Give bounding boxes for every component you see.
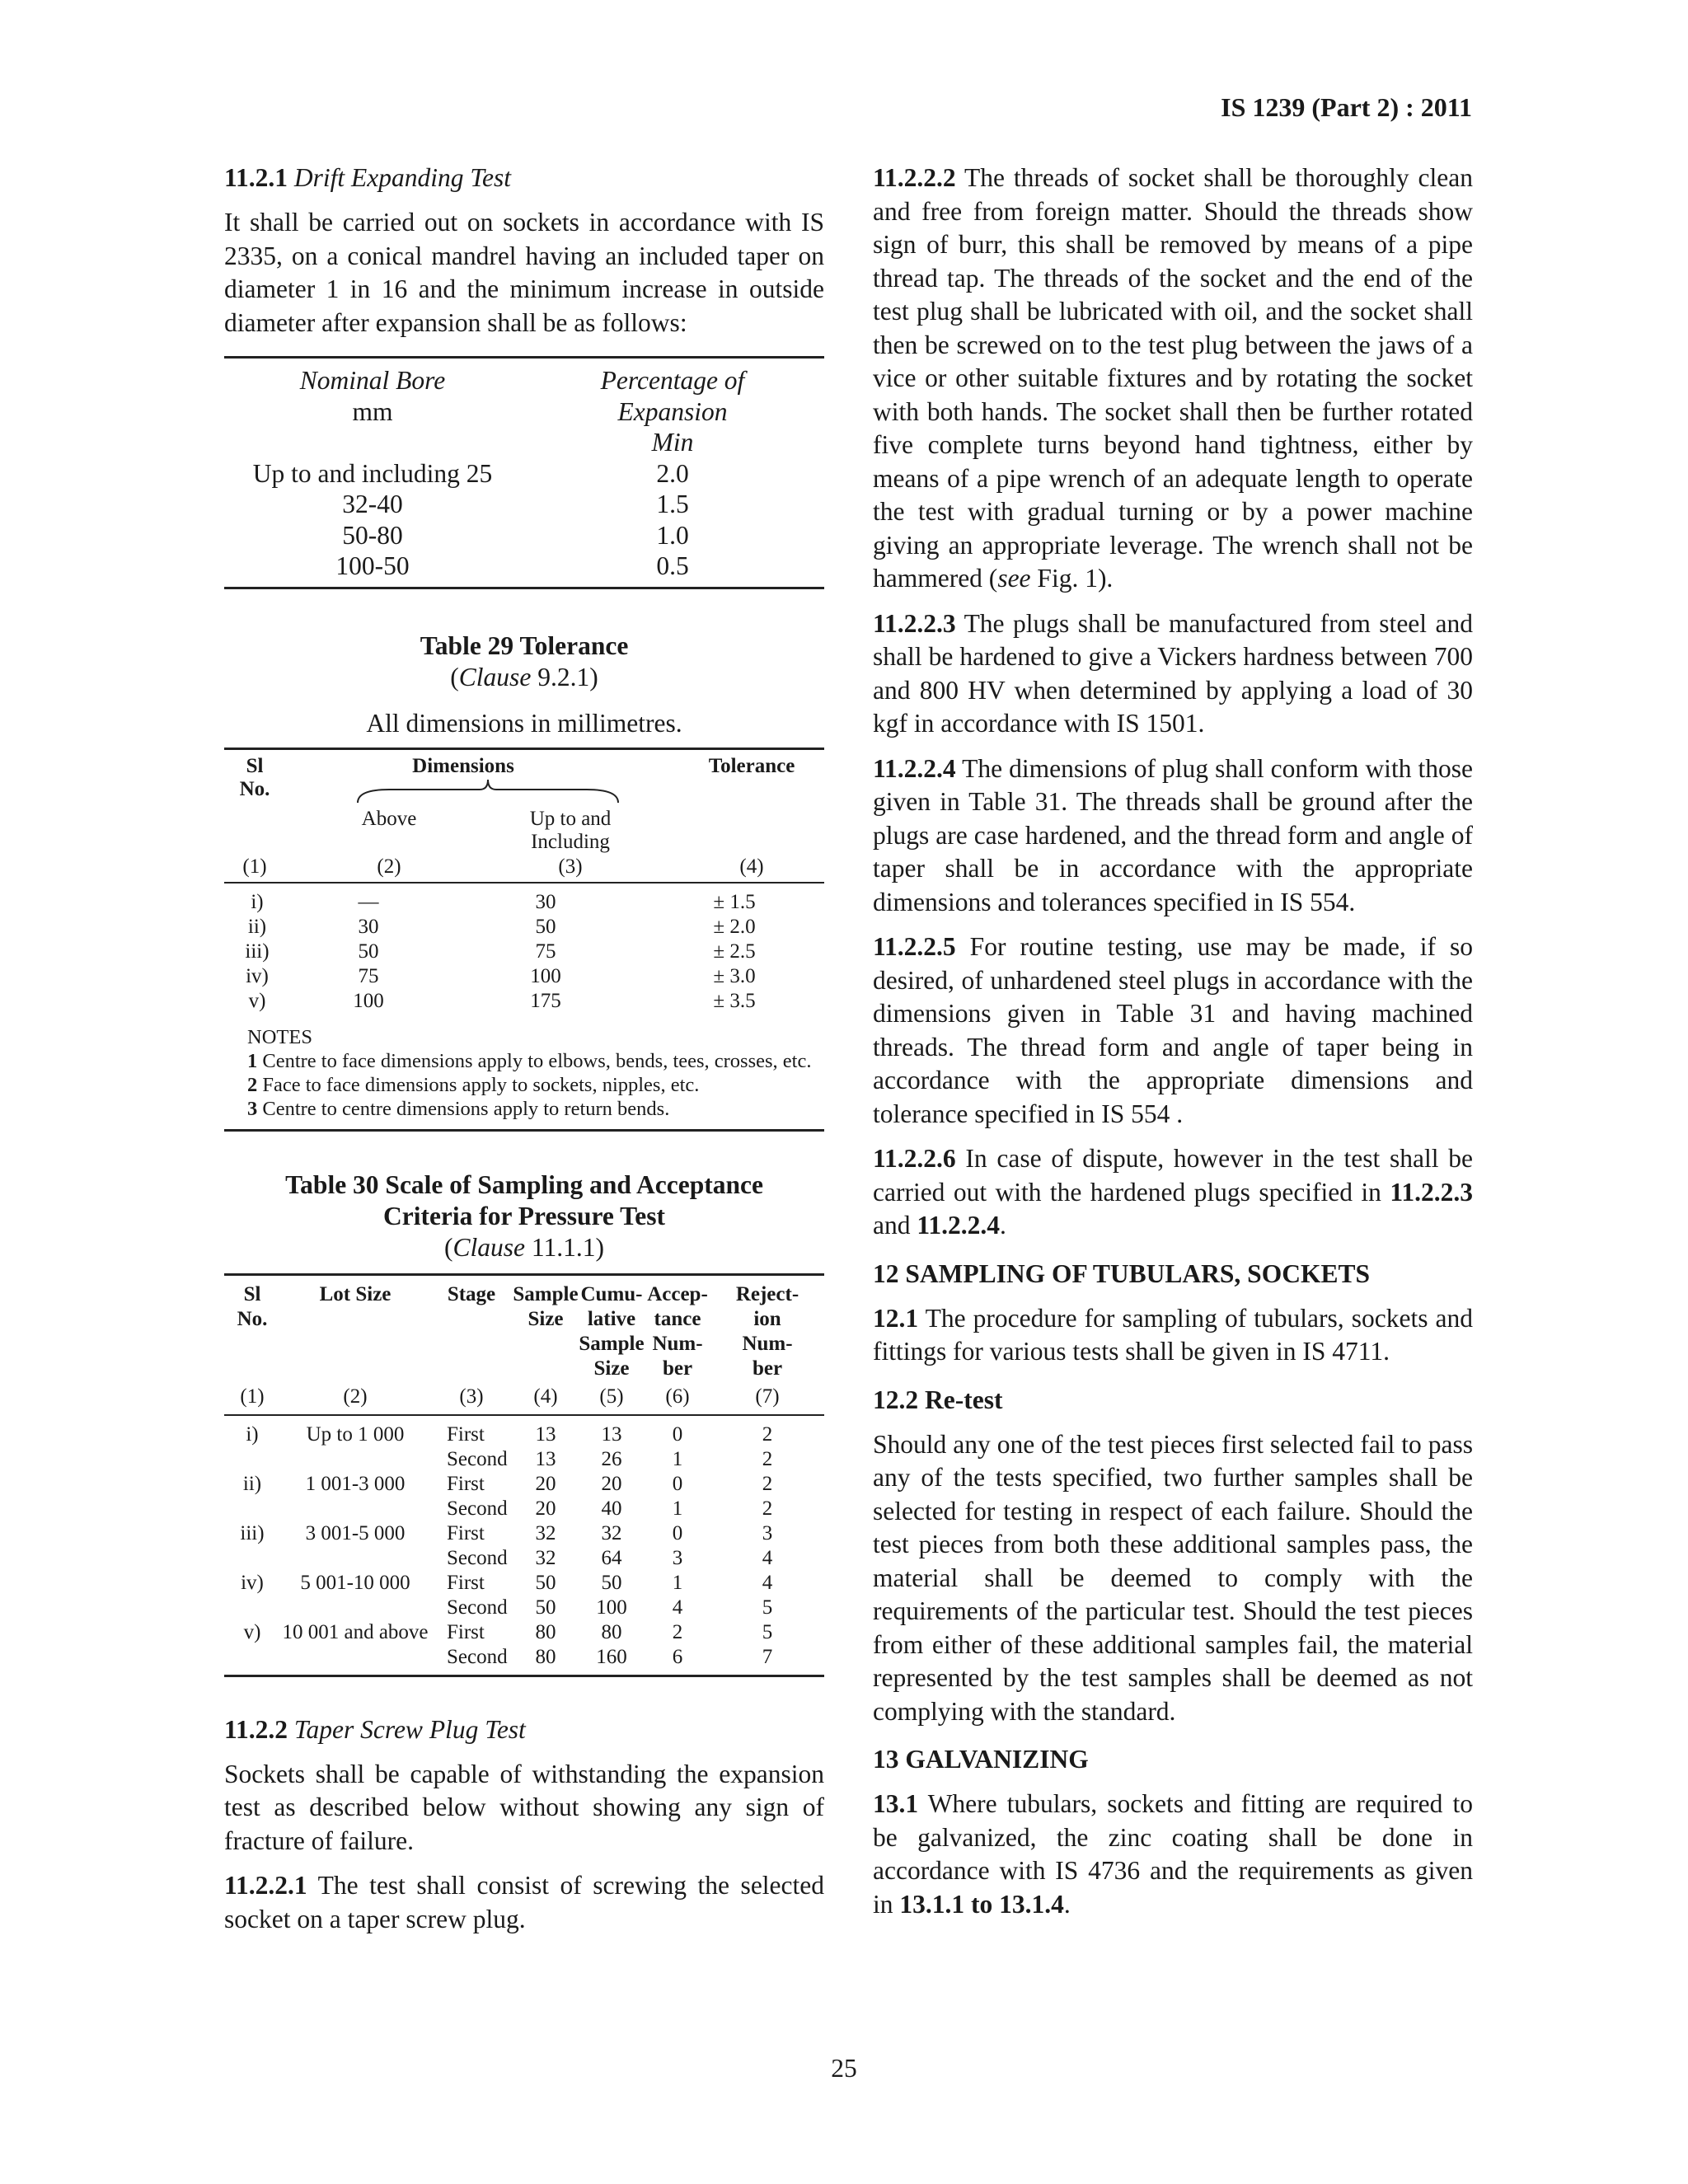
note-2: 2 Face to face dimensions apply to sockets, nipples, etc.	[247, 1073, 700, 1096]
table-row: Second 20 40 1 2	[447, 1497, 773, 1520]
table-row: ii) 30 50 ± 2.0	[247, 915, 756, 938]
clause-11-2-2-heading: 11.2.2 Taper Screw Plug Test	[224, 1714, 526, 1744]
table-row	[224, 458, 824, 490]
clause-title: Drift Expanding Test	[293, 163, 511, 192]
header-min: Min	[651, 428, 694, 457]
table-row: v) 10 001 and above First 80 80 2 5	[243, 1620, 773, 1643]
cell-pct: 1.0	[656, 520, 689, 550]
page-number: 25	[831, 2054, 857, 2083]
right-column	[873, 162, 1473, 1933]
table-row: i) Up to 1 000 First 13 13 0 2	[246, 1422, 773, 1446]
table-30-clause: (Clause 11.1.1)	[444, 1232, 604, 1262]
table-29-notes	[224, 1017, 824, 1132]
table-30-title-line2: Criteria for Pressure Test	[382, 1201, 666, 1230]
table-row: Second 50 100 4 5	[447, 1596, 773, 1619]
cell-bore: Up to and including 25	[252, 458, 493, 488]
table-row	[224, 520, 824, 551]
table-row: Second 13 26 1 2	[447, 1447, 773, 1470]
col-num-2: (2)	[377, 855, 401, 878]
brace-icon	[356, 778, 620, 806]
header-above: Above	[361, 807, 417, 830]
col-num-1: (1)	[242, 855, 267, 878]
table-row: i) — 30 ± 1.5	[251, 890, 756, 913]
clause-11-2-2-4: 11.2.2.4 The dimensions of plug shall conform with those given in Table 31. The threads shall be ground after the plugs are case hardened, and the thread form and angle of taper shall be in accordance with the appropriate dimensions and tolerances specified in IS 554.	[873, 753, 1473, 916]
header-nominal-bore: Nominal Bore	[299, 366, 446, 395]
expansion-header-row	[224, 396, 824, 428]
expansion-table	[224, 356, 824, 589]
paragraph-retest: Should any one of the test pieces first selected fail to pass any of the tests specified, two further samples shall be selected for testing in respect of each failure. Should the test pieces from both these additional samples pass, the material shall be deemed to comply with the requirements of the particular test. Should the test pieces from either of these additional samples fail, the material represented by the test samples shall be deemed as not complying with the standard.	[873, 1429, 1473, 1726]
table-row: ii) 1 001-3 000 First 20 20 0 2	[242, 1472, 773, 1495]
section-13-heading: 13 GALVANIZING	[873, 1745, 1089, 1774]
table-30-header: Sl No. Lot Size Stage Sample Size Cumu- lative Sample Size Accep- tance Num- ber Reject- ion Num- ber (1) (2) (3) (4) (5) (6) (7)	[224, 1273, 824, 1416]
document-header: IS 1239 (Part 2) : 2011	[1221, 92, 1472, 122]
note-1: 1 Centre to face dimensions apply to elbows, bends, tees, crosses, etc.	[247, 1049, 812, 1072]
table-row: iii) 3 001-5 000 First 32 32 0 3	[240, 1521, 773, 1544]
table-29-title: Table 29 Tolerance	[420, 630, 629, 660]
cell-pct: 0.5	[656, 551, 689, 580]
paragraph-drift-expanding: It shall be carried out on sockets in accordance with IS 2335, on a conical mandrel having an included taper on diameter 1 in 16 and the minimum increase in outside diameter after expansion shall be as follows:	[224, 208, 824, 337]
clause-11-2-2-5: 11.2.2.5 For routine testing, use may be made, if so desired, of unhardened steel plugs in accordance with the dimensions given in Table 31 and having machined threads. The thread form and angle of taper being in accordance with the appropriate dimensions and tolerance specified in IS 554 .	[873, 932, 1473, 1128]
clause-11-2-1-heading	[224, 162, 824, 194]
clause-11-2-2-1: 11.2.2.1 The test shall consist of screwing the selected socket on a taper screw plug.	[224, 1871, 824, 1933]
table-30	[224, 1273, 824, 1677]
cell-bore: 50-80	[342, 520, 403, 550]
column-numbers: (1) (2) (3) (4) (5) (6) (7)	[240, 1385, 780, 1408]
notes-label: NOTES	[247, 1025, 312, 1048]
clause-11-2-2-3: 11.2.2.3 The plugs shall be manufactured from steel and shall be hardened to give a Vickers hardness between 700 and 800 HV when determined by applying a load of 30 kgf in accordance with IS 1501.	[873, 608, 1473, 738]
section-12-2-heading: 12.2 Re-test	[873, 1385, 1003, 1414]
table-row	[224, 551, 824, 582]
cell-pct: 2.0	[656, 458, 689, 488]
header-upto: Up to and	[529, 807, 612, 830]
header-including: Including	[531, 830, 610, 853]
paragraph-taper-screw: Sockets shall be capable of withstanding the expansion test as described below without showing any sign of fracture of failure.	[224, 1759, 824, 1855]
table-29-header	[224, 748, 824, 883]
cell-pct: 1.5	[656, 490, 689, 518]
table-row: iv) 75 100 ± 3.0	[246, 964, 756, 987]
clause-12-1: 12.1 The procedure for sampling of tubulars, sockets and fittings for various tests shall be given in IS 4711.	[873, 1303, 1473, 1366]
table-row	[224, 489, 824, 520]
table-29-clause: (Clause 9.2.1)	[450, 662, 598, 691]
table-30-title: Table 30 Scale of Sampling and Acceptance	[285, 1169, 763, 1199]
header-unit: mm	[352, 396, 393, 426]
col-num-3: (3)	[558, 855, 583, 878]
table-29-body	[224, 883, 824, 1017]
expansion-header-row	[224, 365, 824, 396]
section-12-heading: 12 SAMPLING OF TUBULARS, SOCKETS	[873, 1258, 1370, 1288]
clause-11-2-2-2: 11.2.2.2 The threads of socket shall be thoroughly clean and free from foreign matter. Should the threads show sign of burr, this shall be removed by means of a pipe thread tap. The threads of the socket and the end of the test plug shall be lubricated with oil, and the socket shall then be screwed on to the test plug between the jaws of a vice or other suitable fixtures and by rotating the socket with both hands. The socket shall then be further rotated five complete turns beyond hand tightness, either by means of a pipe wrench of an adequate length to operate the test with gradual turning or by a power machine giving an appropriate leverage. The wrench shall not be hammered (see Fig. 1).	[873, 163, 1473, 593]
clause-13-1: 13.1 Where tubulars, sockets and fitting are required to be galvanized, the zinc coating shall be done in accordance with IS 4736 and the requirements as given in 13.1.1 to 13.1.4.	[873, 1789, 1473, 1919]
table-row: iii) 50 75 ± 2.5	[245, 940, 756, 963]
col-num-4: (4)	[739, 855, 764, 878]
table-row: v) 100 175 ± 3.5	[248, 989, 756, 1012]
left-column	[224, 162, 824, 1947]
header-percentage: Percentage of	[600, 366, 745, 395]
table-row: Second 80 160 6 7	[447, 1645, 773, 1668]
header-no: No.	[239, 777, 270, 800]
table-row: Second 32 64 3 4	[447, 1546, 773, 1569]
table-row: iv) 5 001-10 000 First 50 50 1 4	[241, 1571, 773, 1594]
clause-11-2-2-6: 11.2.2.6 In case of dispute, however in the test shall be carried out with the hardened plugs specified in 11.2.2.3 and 11.2.2.4.	[873, 1144, 1474, 1240]
header-sl: Sl	[246, 754, 264, 777]
note-3: 3 Centre to centre dimensions apply to return bends.	[247, 1097, 670, 1120]
header-dimensions: Dimensions	[412, 754, 514, 777]
table-29	[224, 748, 824, 1132]
cell-bore: 100-50	[335, 551, 410, 580]
table-29-units-note: All dimensions in millimetres.	[366, 708, 682, 738]
expansion-header-row	[224, 427, 824, 458]
header-tolerance: Tolerance	[708, 754, 795, 777]
header-expansion: Expansion	[617, 396, 728, 426]
table-30-body	[224, 1416, 824, 1677]
clause-number: 11.2.1	[224, 163, 288, 192]
cell-bore: 32-40	[342, 490, 403, 518]
